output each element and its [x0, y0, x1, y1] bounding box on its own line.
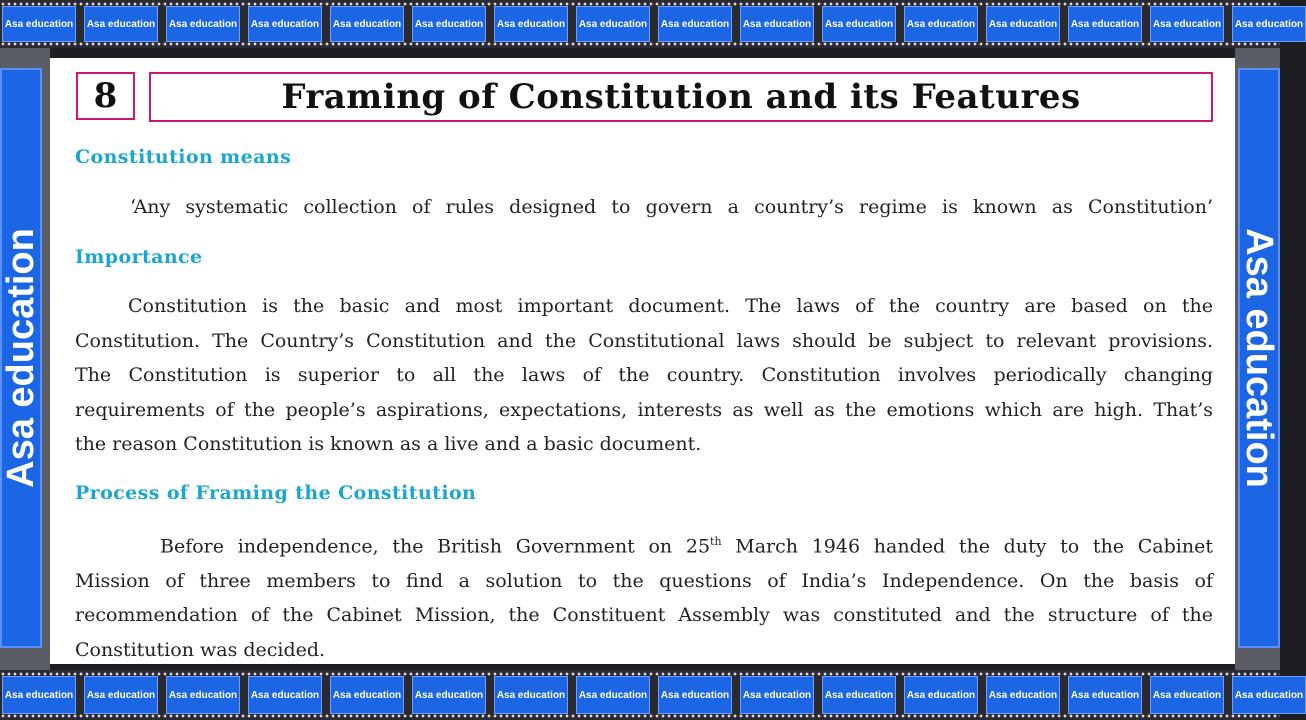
watermark-tile: Asa education	[658, 676, 732, 714]
watermark-tile: Asa education	[330, 6, 404, 42]
watermark-tile: Asa education	[84, 676, 158, 714]
importance-line: requirements of the people’s aspirations, expectations, interests as well as the emotions which are high. That’s	[75, 398, 1213, 421]
watermark-tile: Asa education	[576, 676, 650, 714]
left-side-banner	[0, 68, 42, 648]
watermark-tile: Asa education	[1150, 676, 1224, 714]
watermark-tile: Asa education	[1068, 676, 1142, 714]
watermark-tile: Asa education	[1232, 6, 1306, 42]
watermark-tile: Asa education	[494, 676, 568, 714]
watermark-tile: Asa education	[658, 6, 732, 42]
process-paragraph	[75, 525, 1213, 667]
watermark-tile: Asa education	[740, 676, 814, 714]
watermark-tile: Asa education	[248, 676, 322, 714]
importance-line: Constitution is the basic and most important document. The laws of the country are based on the	[128, 295, 1213, 317]
heading-process: Process of Framing the Constitution	[75, 482, 477, 504]
watermark-tile: Asa education	[494, 6, 568, 42]
importance-line: Constitution. The Country’s Constitution and the Constitutional laws should be subject to relevant provisions.	[75, 329, 1213, 352]
watermark-tile: Asa education	[2, 6, 76, 42]
side-label-right: Asa education	[1238, 228, 1280, 488]
watermark-tile: Asa education	[1068, 6, 1142, 42]
heading-importance: Importance	[75, 246, 203, 268]
watermark-tile: Asa education	[166, 676, 240, 714]
watermark-tile: Asa education	[576, 6, 650, 42]
watermark-tile: Asa education	[1150, 6, 1224, 42]
watermark-tile: Asa education	[330, 676, 404, 714]
chapter-title: Framing of Constitution and its Features	[149, 72, 1213, 122]
definition-quote: ‘Any systematic collection of rules designed to govern a country’s regime is known as Constitution’	[130, 196, 1213, 218]
process-line: recommendation of the Cabinet Mission, the Constituent Assembly was constituted and the structure of the	[75, 604, 1213, 627]
importance-paragraph	[75, 289, 1213, 462]
watermark-tile: Asa education	[822, 6, 896, 42]
right-side-banner	[1238, 68, 1280, 648]
heading-constitution-means: Constitution means	[75, 146, 292, 168]
process-line: Constitution was decided.	[75, 638, 326, 661]
importance-line: the reason Constitution is known as a live and a basic document.	[75, 433, 702, 455]
watermark-tile: Asa education	[822, 676, 896, 714]
watermark-tile: Asa education	[904, 6, 978, 42]
watermark-tile: Asa education	[248, 6, 322, 42]
bottom-watermark-strip	[0, 670, 1304, 720]
importance-line: The Constitution is superior to all the laws of the country. Constitution involves periodically changing	[75, 364, 1213, 386]
top-watermark-strip	[0, 0, 1304, 48]
document-page	[50, 58, 1235, 664]
watermark-tile: Asa education	[986, 6, 1060, 42]
watermark-tile: Asa education	[740, 6, 814, 42]
watermark-tile: Asa education	[2, 676, 76, 714]
side-label-left: Asa education	[0, 228, 42, 488]
watermark-tile: Asa education	[904, 676, 978, 714]
watermark-tile: Asa education	[84, 6, 158, 42]
watermark-tile: Asa education	[166, 6, 240, 42]
chapter-number: 8	[76, 72, 135, 120]
watermark-tile: Asa education	[412, 676, 486, 714]
watermark-tile: Asa education	[1232, 676, 1306, 714]
watermark-tile: Asa education	[412, 6, 486, 42]
process-line: Before independence, the British Government on 25th March 1946 handed the duty to the Cabinet	[160, 535, 1213, 558]
process-line: Mission of three members to find a solution to the questions of India’s Independence. On the basis of	[75, 569, 1213, 592]
watermark-tile: Asa education	[986, 676, 1060, 714]
